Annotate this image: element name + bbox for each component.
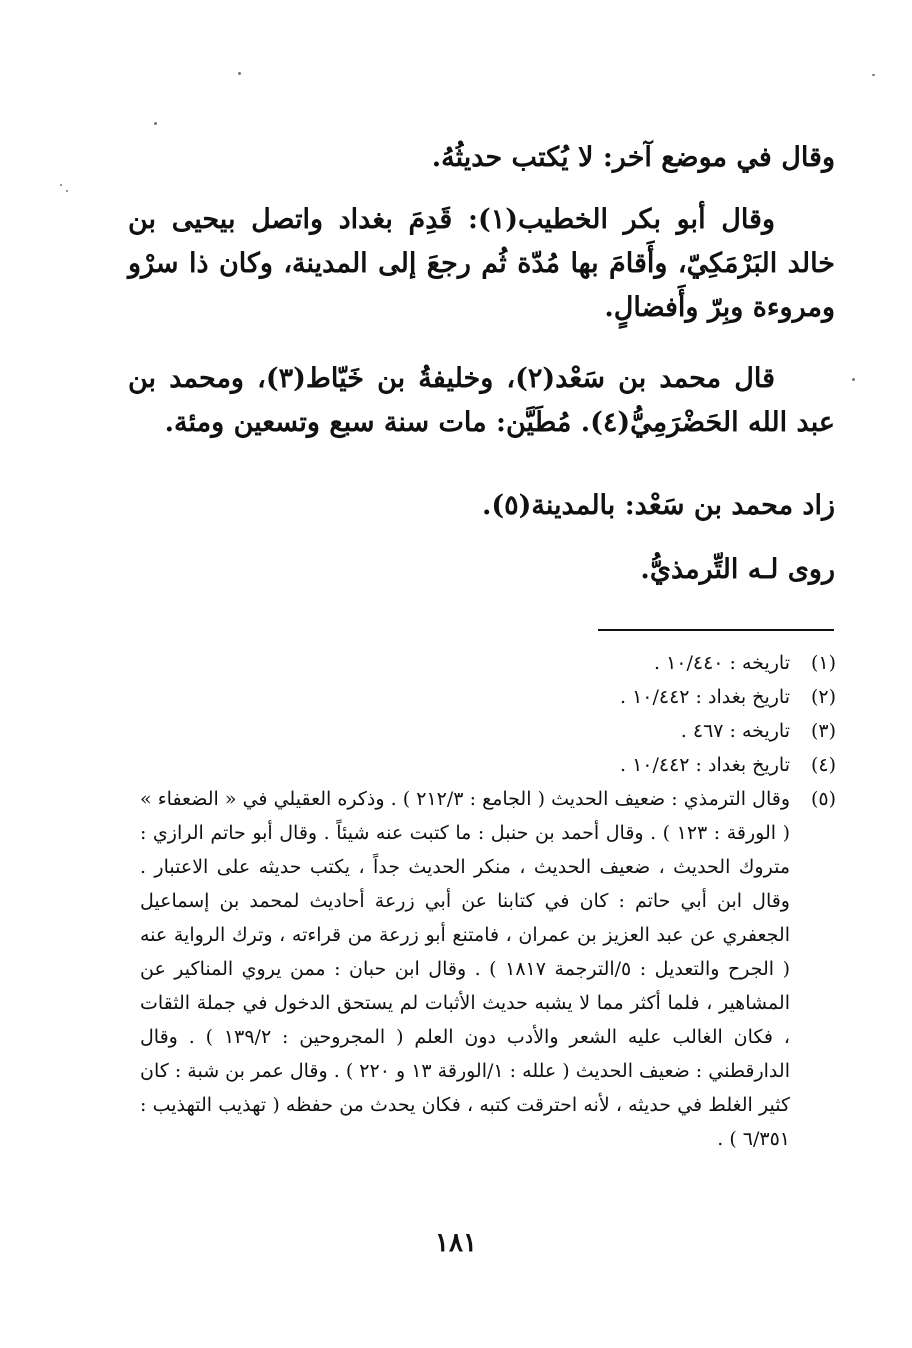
- footnote-number: (٢): [810, 686, 836, 708]
- footnote-text: تاريخه : ٤٦٧ .: [680, 720, 790, 742]
- footnote-4: [140, 748, 836, 782]
- scan-speck: [238, 72, 241, 75]
- footnote-text: تاريخ بغداد : ١٠/٤٤٢ .: [619, 754, 790, 776]
- scan-speck: [852, 378, 855, 381]
- page-number: ١٨١: [435, 1228, 477, 1258]
- footnote-1: [140, 646, 836, 680]
- scan-speck: [60, 184, 62, 186]
- footnote-5: [140, 782, 836, 1156]
- footnote-number: (١): [810, 652, 836, 674]
- scan-speck: [154, 122, 157, 125]
- footnote-number: (٥): [810, 788, 836, 810]
- body-paragraph-2: وقال أبو بكر الخطيب(١): قَدِمَ بغداد واتصل بيحيى بن خالد البَرْمَكِيّ، وأَقامَ بها مُدّة ثُم رجعَ إلى المدينة، وكان ذا سرْو ومروءة وبِرّ وأَفضالٍ.: [128, 204, 835, 323]
- body-paragraph-3: قال محمد بن سَعْد(٢)، وخليفةُ بن خَيّاط(٣)، ومحمد بن عبد الله الحَضْرَمِيُّ(٤). مُطَيَّن: مات سنة سبع وتسعين ومئة.: [128, 363, 835, 438]
- footnotes-list: [140, 646, 836, 1156]
- scan-speck: [66, 190, 68, 192]
- body-paragraph-5: روى لـه التِّرمذيُّ.: [640, 554, 835, 585]
- footnote-number: (٣): [810, 720, 836, 742]
- scan-speck: [872, 74, 875, 76]
- footnote-separator-rule: [598, 629, 834, 631]
- footnote-number: (٤): [810, 754, 836, 776]
- footnote-2: [140, 680, 836, 714]
- footnote-text: وقال الترمذي : ضعيف الحديث ( الجامع : ٢١٢/٣ ) . وذكره العقيلي في « الضعفاء » ( الورقة : ١٢٣ ) . وقال أحمد بن حنبل : ما كتبت عنه شيئاً . وقال أبو حاتم الرازي : متروك الحديث ، ضعيف الحديث ، منكر الحديث جداً ، يكتب حديثه على الاعتبار . وقال ابن أبي حاتم : كان في كتابنا عن أبي زرعة أحاديث لمحمد بن إسماعيل الجعفري عن عبد العزيز بن عمران ، فامتنع أبو زرعة من قراءته ، وترك الرواية عنه ( الجرح والتعديل : ٥/الترجمة ١٨١٧ ) . وقال ابن حبان : ممن يروي المناكير عن المشاهير ، فلما أكثر مما لا يشبه حديث الأثبات لم يستحق الدخول في جملة الثقات ، فكان الغالب عليه الشعر والأدب دون العلم ( المجروحين : ١٣٩/٢ ) . وقال الدارقطني : ضعيف الحديث ( علله : ١/الورقة ١٣ و ٢٢٠ ) . وقال عمر بن شبة : كان كثير الغلط في حديثه ، لأنه احترقت كتبه ، فكان يحدث من حفظه ( تهذيب التهذيب : ٦/٣٥١ ) .: [140, 788, 790, 1150]
- footnote-text: تاريخ بغداد : ١٠/٤٤٢ .: [619, 686, 790, 708]
- body-paragraph-4: زاد محمد بن سَعْد: بالمدينة(٥).: [481, 490, 835, 521]
- body-paragraph-1: وقال في موضع آخر: لا يُكتب حديثُهُ.: [431, 142, 835, 173]
- footnote-3: [140, 714, 836, 748]
- footnote-text: تاريخه : ١٠/٤٤٠ .: [653, 652, 790, 674]
